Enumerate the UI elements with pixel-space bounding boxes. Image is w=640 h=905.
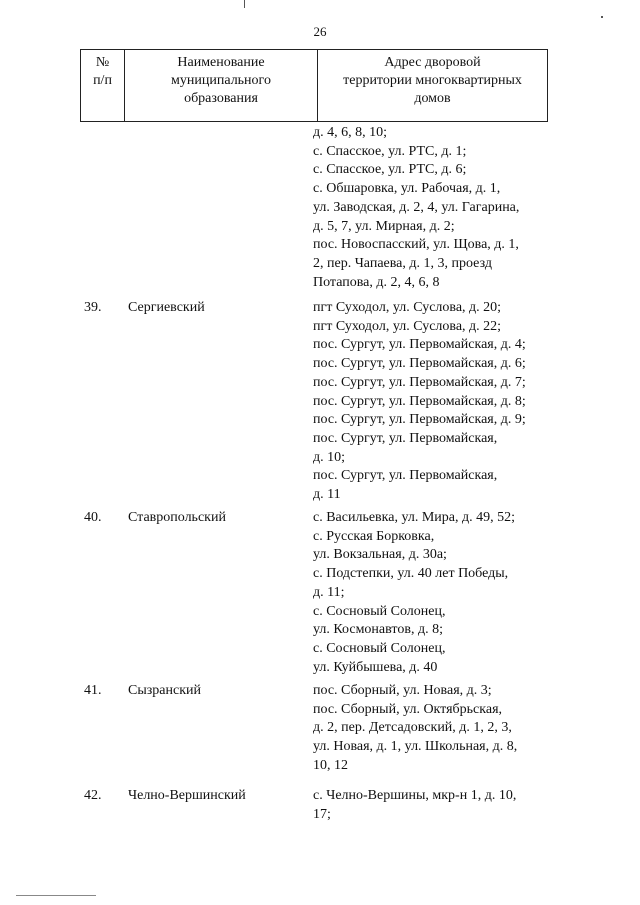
address-line: пгт Суходол, ул. Суслова, д. 22; <box>313 318 502 334</box>
address-cell <box>313 299 553 505</box>
address-line: ул. Куйбышева, д. 40 <box>313 659 438 675</box>
address-line: 17; <box>313 806 331 822</box>
address-line: пос. Сургут, ул. Первомайская, д. 6; <box>313 356 526 372</box>
address-cell <box>313 509 553 677</box>
address-line: пос. Сборный, ул. Новая, д. 3; <box>313 683 492 698</box>
address-line: д. 5, 7, ул. Мирная, д. 2; <box>313 218 455 234</box>
address-line: пос. Сургут, ул. Первомайская, д. 7; <box>313 374 526 390</box>
address-line: пос. Сургут, ул. Первомайская, <box>313 430 498 446</box>
header-line: Адрес дворовой <box>384 55 481 70</box>
row-number: 42. <box>84 788 102 803</box>
address-cell <box>313 682 553 776</box>
address-line: с. Обшаровка, ул. Рабочая, д. 1, <box>313 181 501 197</box>
address-line: с. Васильевка, ул. Мира, д. 49, 52; <box>313 510 516 525</box>
table-header <box>80 49 548 122</box>
address-line: Потапова, д. 2, 4, 6, 8 <box>313 274 440 290</box>
row-number: 39. <box>84 300 102 315</box>
header-line: домов <box>414 91 451 106</box>
municipality-name: Челно-Вершинский <box>128 788 246 803</box>
row-number: 41. <box>84 683 102 698</box>
scan-speck <box>601 16 603 18</box>
address-line: пос. Сборный, ул. Октябрьская, <box>313 701 503 717</box>
address-line: ул. Новая, д. 1, ул. Школьная, д. 8, <box>313 739 518 755</box>
address-line: д. 4, 6, 8, 10; <box>313 125 388 140</box>
address-line: д. 11; <box>313 584 345 600</box>
address-line: с. Спасское, ул. РТС, д. 6; <box>313 162 467 178</box>
header-line: п/п <box>93 73 112 88</box>
header-line: муниципального <box>171 73 271 88</box>
address-line: пос. Сургут, ул. Первомайская, <box>313 468 498 484</box>
address-line: 10, 12 <box>313 757 348 773</box>
address-line: д. 2, пер. Детсадовский, д. 1, 2, 3, <box>313 720 512 736</box>
address-line: д. 10; <box>313 449 346 465</box>
address-line: ул. Заводская, д. 2, 4, ул. Гагарина, <box>313 199 520 215</box>
address-line: пос. Новоспасский, ул. Щова, д. 1, <box>313 237 519 253</box>
address-line: пос. Сургут, ул. Первомайская, д. 8; <box>313 393 526 409</box>
address-line: пгт Суходол, ул. Суслова, д. 20; <box>313 300 502 315</box>
header-line: № <box>95 55 110 70</box>
address-line: с. Сосновый Солонец, <box>313 603 446 619</box>
address-line: с. Подстепки, ул. 40 лет Победы, <box>313 566 509 582</box>
address-cell <box>313 787 553 824</box>
header-address-column <box>318 50 548 122</box>
address-line: пос. Сургут, ул. Первомайская, д. 4; <box>313 337 526 353</box>
address-line: ул. Космонавтов, д. 8; <box>313 622 443 638</box>
scan-mark <box>244 0 245 8</box>
address-line: д. 11 <box>313 487 341 503</box>
footer-rule <box>16 895 96 896</box>
municipality-name: Ставропольский <box>128 510 226 525</box>
header-line: Наименование <box>177 55 265 70</box>
header-municipality-column <box>125 50 318 122</box>
address-line: 2, пер. Чапаева, д. 1, 3, проезд <box>313 255 492 271</box>
municipality-name: Сергиевский <box>128 300 205 315</box>
page-number: 26 <box>313 24 327 39</box>
continued-address-cell <box>313 124 553 292</box>
row-number: 40. <box>84 510 102 525</box>
address-line: с. Русская Борковка, <box>313 528 435 544</box>
municipality-name: Сызранский <box>128 683 201 698</box>
header-number-column <box>81 50 125 122</box>
header-line: территории многоквартирных <box>343 73 522 88</box>
address-line: ул. Вокзальная, д. 30а; <box>313 547 447 563</box>
address-line: с. Сосновый Солонец, <box>313 640 446 656</box>
address-line: пос. Сургут, ул. Первомайская, д. 9; <box>313 412 526 428</box>
address-line: с. Спасское, ул. РТС, д. 1; <box>313 143 467 159</box>
address-line: с. Челно-Вершины, мкр-н 1, д. 10, <box>313 788 517 803</box>
header-line: образования <box>184 91 258 106</box>
